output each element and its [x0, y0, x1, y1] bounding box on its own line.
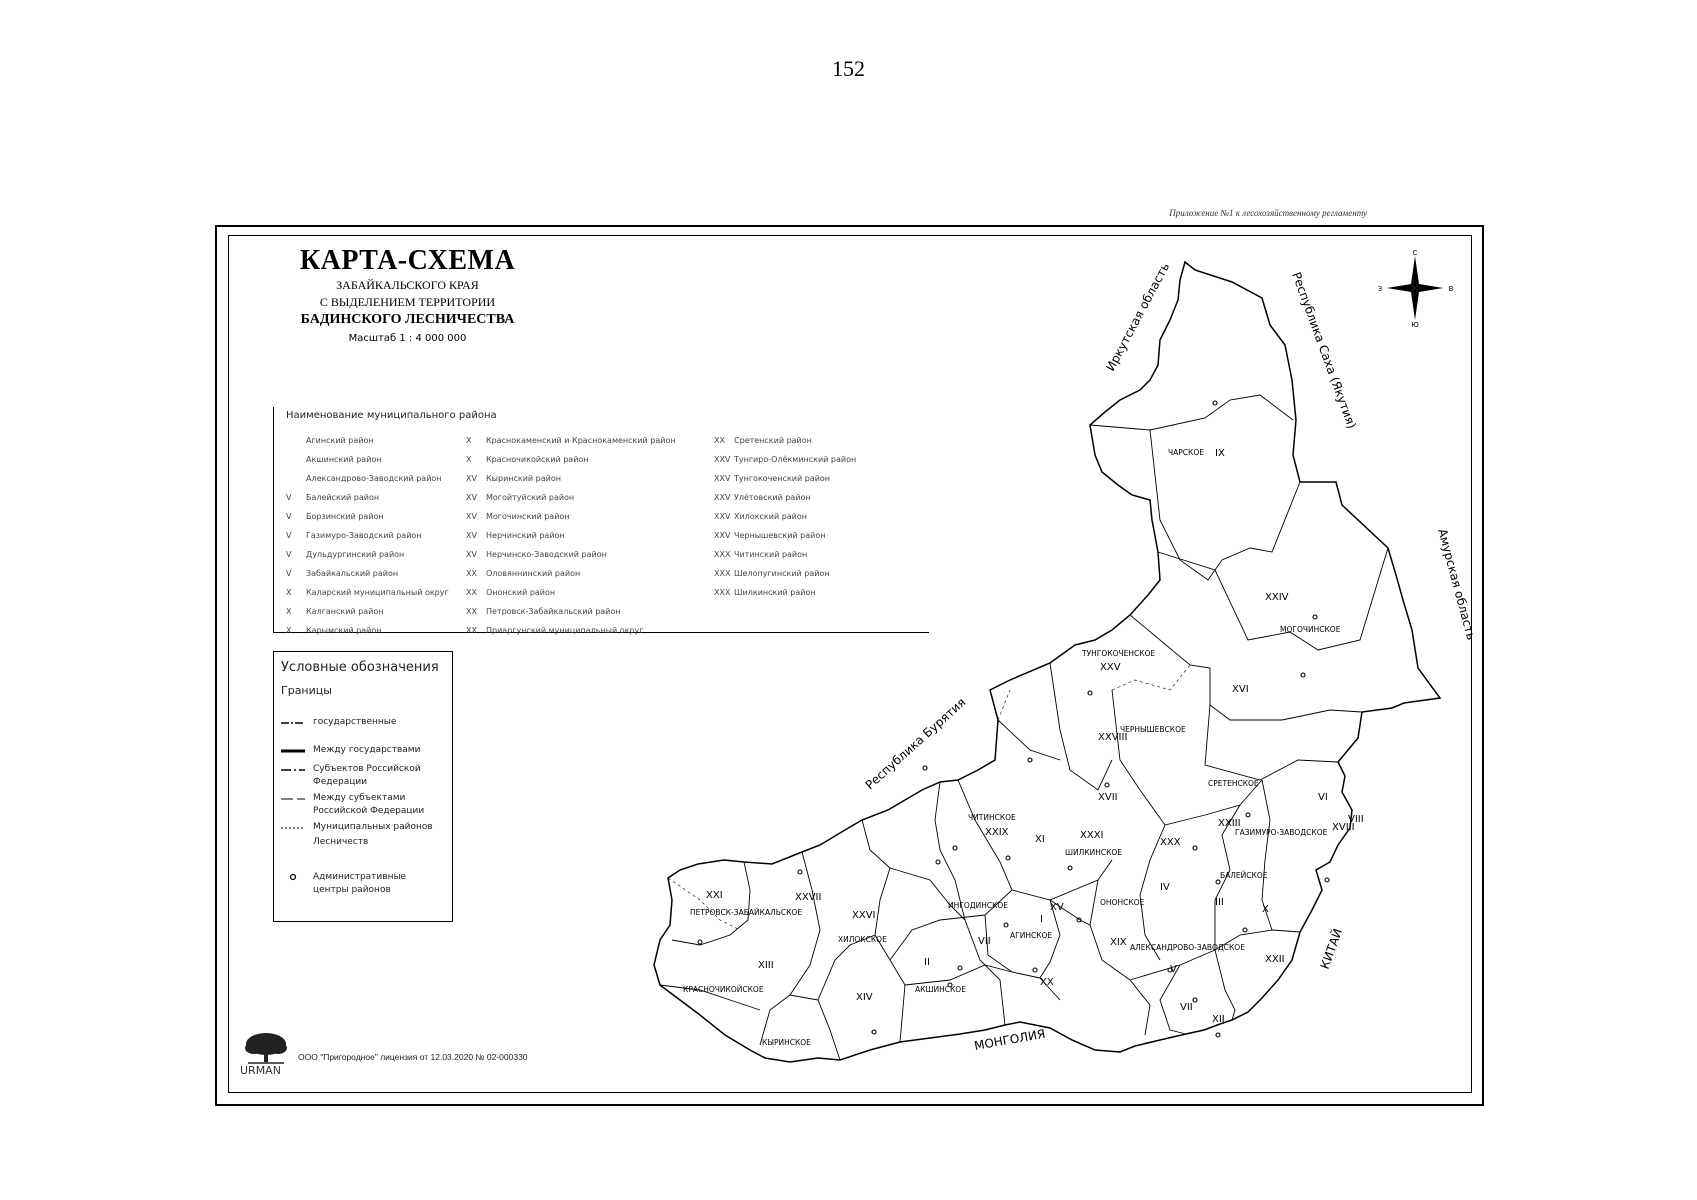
district-row: V Газимуро-Заводский район [286, 531, 422, 540]
district-row: X Калганский район [286, 607, 384, 616]
legend-title: Условные обозначения [281, 660, 439, 675]
urman-logo-text: URMAN [240, 1064, 281, 1077]
region-map [620, 232, 1479, 1062]
numeral-iii: III [1215, 897, 1224, 908]
legend-subtitle: Границы [281, 684, 332, 697]
region-label-aleksandrovo: АЛЕКСАНДРОВО-ЗАВОДСКОЕ [1130, 943, 1245, 952]
district-row: XX Оловяннинский район [466, 569, 581, 578]
numeral-xxviii: XXVIII [1098, 732, 1128, 743]
region-label-shilka: ШИЛКИНСКОЕ [1065, 848, 1123, 857]
title-block [255, 245, 560, 344]
map-scale: Масштаб 1 : 4 000 000 [348, 333, 467, 344]
numeral-ii: II [924, 957, 930, 968]
legend: Условные обозначения Границы государственные Между государствами Субъектов Российской Федерации Между субъектами Российской Федерации Муниципальных районов Лесничеств Административные центры районов [273, 651, 453, 922]
region-label-krasnochikoy: КРАСНОЧИКОЙСКОЕ [683, 985, 764, 994]
district-row: XV Нерчинско-Заводский район [466, 550, 607, 559]
compass-east-label: В [1448, 285, 1454, 293]
district-row: V Дульдургинский район [286, 550, 405, 559]
numeral-viii: VIII [1348, 814, 1364, 825]
region-label-chita: ЧИТИНСКОЕ [968, 813, 1016, 822]
admin-centers [698, 401, 1329, 1037]
numeral-xxxi: XXXI [1080, 830, 1104, 841]
numeral-xviii: XVIII [1332, 822, 1355, 833]
region-label-ingoda: ИНГОДИНСКОЕ [948, 901, 1009, 910]
district-row: XXX Шелопугинский район [714, 569, 830, 578]
between-states-symbol [281, 749, 305, 753]
region-label-baley: БАЛЕЙСКОЕ [1220, 871, 1268, 880]
numeral-v: V [1170, 964, 1177, 975]
region-label-mogocha: МОГОЧИНСКОЕ [1280, 625, 1341, 634]
numeral-xvii: XVII [1098, 792, 1118, 803]
region-label-tungokochen: ТУНГОКОЧЕНСКОЕ [1082, 649, 1156, 658]
districts-table-title: Наименование муниципального района [286, 410, 497, 421]
title-line-2: С ВЫДЕЛЕНИЕМ ТЕРРИТОРИИ [319, 295, 496, 309]
numeral-xxi: XXI [706, 890, 723, 901]
district-row: V Борзинский район [286, 512, 384, 521]
district-row: X Красночикойский район [466, 455, 589, 464]
admin-center-symbol [281, 873, 305, 881]
numeral-vii-lower: VII [1180, 1002, 1193, 1013]
title-line-1: ЗАБАЙКАЛЬСКОГО КРАЯ [336, 278, 479, 292]
page-number: 152 [832, 56, 865, 81]
region-label-aginskoe: АГИНСКОЕ [1010, 931, 1053, 940]
district-row: XXV Тунгиро-Олёкминский район [714, 455, 857, 464]
region-label-petrovsk: ПЕТРОВСК-ЗАБАЙКАЛЬСКОЕ [690, 908, 803, 917]
district-row: X Каларский муниципальный округ [286, 588, 449, 597]
numeral-xiii: XIII [758, 960, 774, 971]
license-note: ООО "Пригородное" лицензия от 12.03.2020 № 02-000330 [298, 1052, 528, 1062]
numeral-xxx: XXX [1160, 837, 1181, 848]
region-labels [683, 448, 1341, 1047]
numeral-xiv: XIV [856, 992, 873, 1003]
municipal-border-symbol [281, 826, 305, 830]
district-row: XV Кыринский район [466, 474, 561, 483]
district-row: Акшинский район [306, 455, 382, 464]
region-label-kyra: КЫРИНСКОЕ [762, 1038, 811, 1047]
yakutia-label: Республика Саха (Якутия) [1289, 270, 1359, 431]
state-border-symbol [281, 721, 305, 725]
title-line-3: БАДИНСКОГО ЛЕСНИЧЕСТВА [300, 312, 515, 327]
districts-column-1 [286, 431, 449, 640]
district-row: X Краснокаменский и Краснокаменский район [466, 436, 676, 445]
numeral-xi: XI [1035, 834, 1045, 845]
numeral-ix: IX [1215, 448, 1225, 459]
numeral-xxvii: XXVII [795, 892, 822, 903]
numeral-xv: XV [1050, 902, 1064, 913]
compass-north-label: С [1412, 249, 1418, 257]
district-row: XXV Чернышевский район [714, 531, 826, 540]
region-label-ononskoe: ОНОНСКОЕ [1100, 898, 1145, 907]
numeral-xii: XII [1212, 1014, 1225, 1025]
buryatia-label: Республика Бурятия [862, 695, 969, 793]
region-label-sretensk: СРЕТЕНСКОЕ [1208, 779, 1259, 788]
china-label: КИТАЙ [1317, 926, 1346, 972]
amur-label: Амурская область [1435, 527, 1479, 642]
district-row: XX Приаргунский муниципальный округ [466, 626, 644, 635]
district-row: XXV Улётовский район [714, 493, 811, 502]
district-row: XV Могочинский район [466, 512, 570, 521]
district-row: XXV Хилокский район [714, 512, 807, 521]
compass-south-label: Ю [1411, 321, 1419, 329]
mongolia-label: МОНГОЛИЯ [973, 1026, 1047, 1053]
district-row: XXX Читинский район [714, 550, 808, 559]
numeral-i: I [1040, 914, 1043, 925]
subject-border-symbol [281, 768, 305, 772]
appendix-note: Приложение №1 к лесохозяйственному регламенту [1169, 208, 1367, 218]
district-row: X Карымский район [286, 626, 382, 635]
numeral-x: X [1262, 904, 1269, 915]
district-row: V Балейский район [286, 493, 380, 502]
district-row: Агинский район [306, 436, 374, 445]
numeral-xx: XX [1040, 977, 1054, 988]
numeral-xxvi: XXVI [852, 910, 876, 921]
district-row: XX Петровск-Забайкальский район [466, 607, 621, 616]
district-row: XXV Тунгокоченский район [714, 474, 831, 483]
between-subjects-symbol [281, 797, 305, 801]
numeral-xix: XIX [1110, 937, 1127, 948]
district-row: XX Ононский район [466, 588, 556, 597]
district-row: XV Нерчинский район [466, 531, 565, 540]
region-label-gazimur: ГАЗИМУРО-ЗАВОДСКОЕ [1235, 828, 1328, 837]
numeral-xxv: XXV [1100, 662, 1121, 673]
compass-west-label: З [1377, 285, 1383, 293]
urman-tree-logo [240, 1030, 292, 1066]
district-row: XXX Шилкинский район [714, 588, 816, 597]
region-label-akshinskoe: АКШИНСКОЕ [915, 985, 966, 994]
numeral-vii-upper: VII [978, 936, 991, 947]
numeral-xxix: XXIX [985, 827, 1009, 838]
region-label-chara: ЧАРСКОЕ [1168, 448, 1204, 457]
numeral-iv: IV [1160, 882, 1170, 893]
numeral-vi: VI [1318, 792, 1328, 803]
region-label-khilok: ХИЛОКСКОЕ [838, 935, 887, 944]
district-row: V Забайкальский район [286, 569, 399, 578]
neighbor-labels [863, 260, 1479, 1053]
region-label-chernyshevsk: ЧЕРНЫШЕВСКОЕ [1120, 725, 1186, 734]
district-row: XX Сретенский район [714, 436, 812, 445]
numeral-xvi: XVI [1232, 684, 1249, 695]
district-row: Александрово-Заводский район [306, 474, 442, 483]
map-title: КАРТА-СХЕМА [299, 245, 516, 276]
irkutsk-label: Иркутская область [1103, 260, 1173, 374]
region-outline [654, 262, 1440, 1062]
district-row: XV Могойтуйский район [466, 493, 575, 502]
numeral-xxiv: XXIV [1265, 592, 1289, 603]
numeral-xxii: XXII [1265, 954, 1285, 965]
numeral-xxiii: XXIII [1218, 818, 1241, 829]
